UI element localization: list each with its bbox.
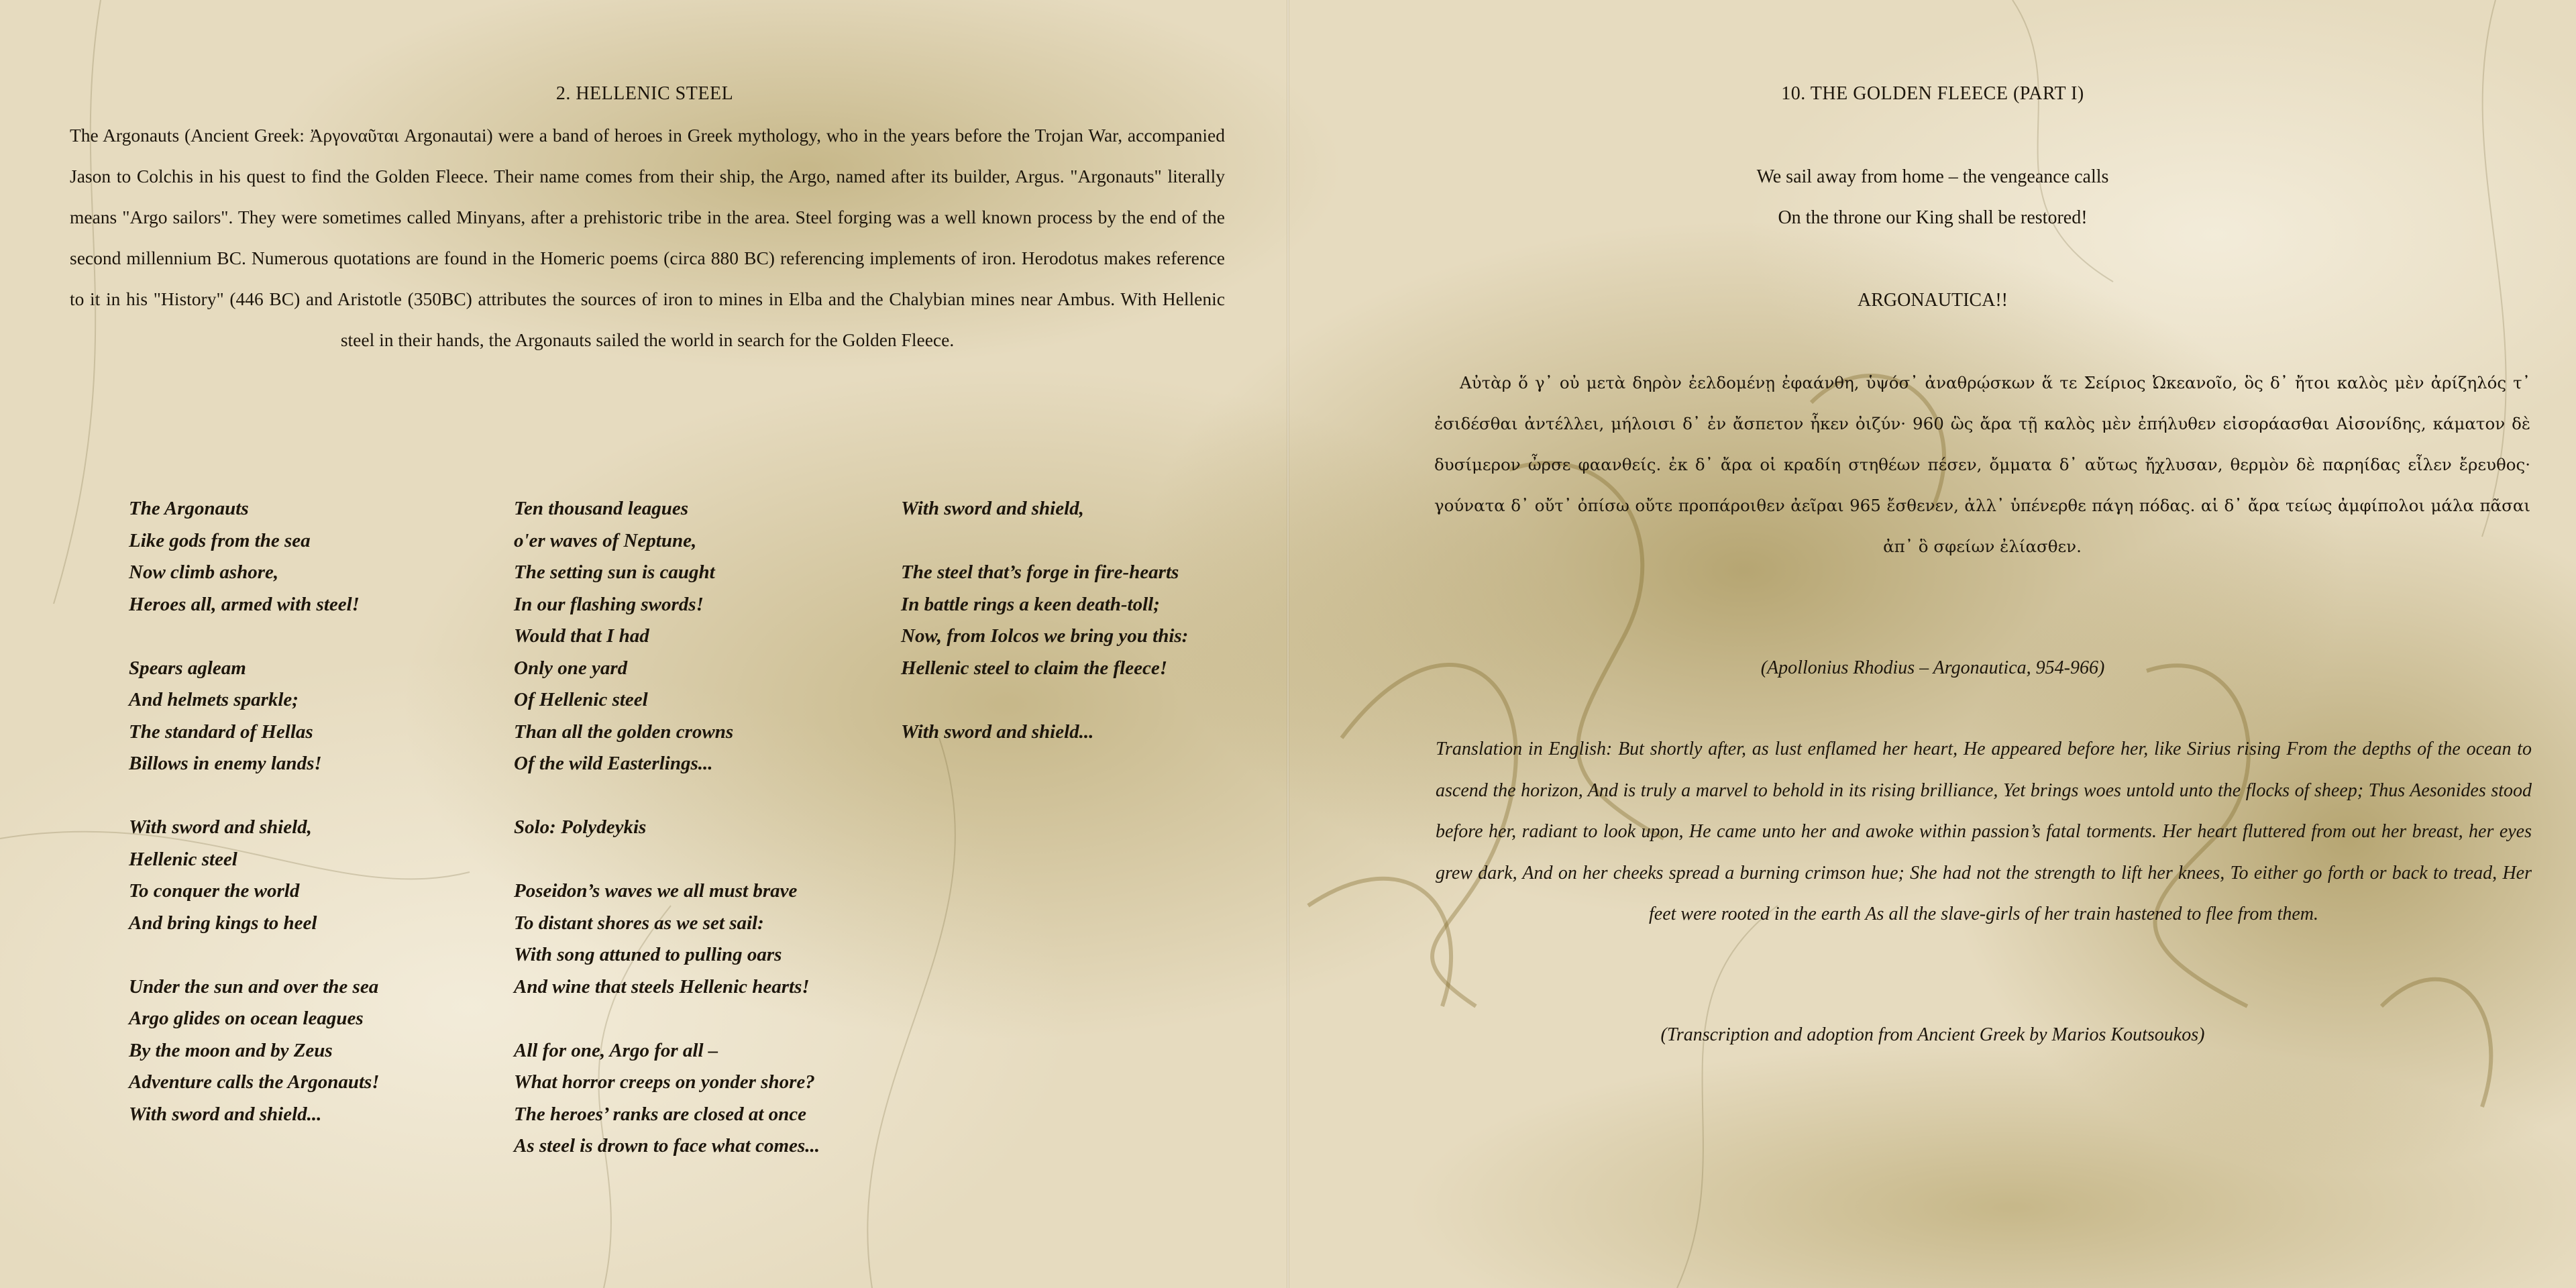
lyrics-column-1	[129, 493, 380, 1130]
lyric-line	[901, 684, 1188, 716]
lyric-line: And helmets sparkle;	[129, 689, 299, 710]
lyric-line: Hellenic steel	[129, 848, 237, 870]
lyric-line: Would that I had	[514, 625, 649, 647]
lyric-line: With sword and shield...	[901, 720, 1094, 743]
lyric-line: Solo: Polydeykis	[514, 816, 647, 838]
verse-line-2: On the throne our King shall be restored!	[1778, 207, 2088, 228]
lyric-line: Spears agleam	[129, 657, 246, 679]
left-page-title: 2. HELLENIC STEEL	[555, 83, 734, 104]
lyrics-column-2	[514, 493, 820, 1163]
lyric-line: Than all the golden crowns	[514, 720, 734, 743]
lyric-line: The standard of Hellas	[129, 720, 313, 743]
lyric-line: Under the sun and over the sea	[129, 975, 379, 998]
english-translation: Translation in English: But shortly after, as lust enflamed her heart, He appeared before her, like Sirius rising From the depths of the ocean to ascend the horizon, And is truly a marvel to behold in its rising brilliance, Yet brings woes untold unto the flocks of sheep; Thus Aesonides stood before her, radiant to look upon, He came unto her and awoke within passion’s fatal torments. Her heart fluttered from out her breast, her eyes grew dark, And on her cheeks spread a burning crimson hue; She had not the strength to lift her knees, To either go forth or back to tread, Her feet were rooted in the earth As all the slave-girls of her train hastened to flee from them.	[1436, 739, 2532, 924]
lyric-line: Ten thousand leagues	[514, 498, 688, 519]
lyric-line: Only one yard	[514, 657, 628, 679]
lyric-line: o'er waves of Neptune,	[514, 529, 697, 551]
lyric-line: In battle rings a keen death-toll;	[901, 593, 1160, 615]
lyric-line: All for one, Argo for all –	[514, 1039, 718, 1061]
right-page-title: 10. THE GOLDEN FLEECE (PART I)	[1781, 83, 2084, 104]
lyric-line	[514, 1003, 820, 1035]
citation: (Apollonius Rhodius – Argonautica, 954-966)	[1760, 657, 2105, 678]
lyric-line: The Argonauts	[129, 498, 249, 519]
lyric-line: And wine that steels Hellenic hearts!	[514, 975, 810, 998]
lyric-line: To conquer the world	[129, 880, 300, 902]
lyric-line: The steel that’s forge in fire-hearts	[901, 561, 1179, 583]
argonautica-shout: ARGONAUTICA!!	[1858, 290, 2008, 311]
lyric-line: Billows in enemy lands!	[129, 753, 322, 774]
lyric-line: As steel is drown to face what comes...	[514, 1135, 820, 1157]
lyric-line: Now, from Iolcos we bring you this:	[901, 625, 1189, 647]
lyric-line: With sword and shield,	[901, 498, 1084, 519]
lyric-line: Poseidon’s waves we all must brave	[514, 880, 798, 902]
lyric-line	[514, 844, 820, 876]
lyric-line	[129, 621, 380, 653]
lyric-line: With sword and shield...	[129, 1103, 322, 1125]
lyric-line: By the moon and by Zeus	[129, 1039, 333, 1061]
lyric-line: In our flashing swords!	[514, 593, 704, 615]
lyric-line: Adventure calls the Argonauts!	[129, 1071, 380, 1093]
lyric-line: The heroes’ ranks are closed at once	[514, 1103, 807, 1125]
lyric-line: Argo glides on ocean leagues	[129, 1008, 364, 1029]
lyric-line: With sword and shield,	[129, 816, 312, 838]
lyric-line: To distant shores as we set sail:	[514, 912, 764, 934]
lyric-line	[129, 780, 380, 812]
lyric-line	[514, 780, 820, 812]
lyrics-column-3	[901, 493, 1188, 748]
lyric-line	[129, 939, 380, 971]
lyric-line: Of the wild Easterlings...	[514, 753, 713, 774]
right-page	[1289, 0, 2576, 1288]
transcription-credit: (Transcription and adoption from Ancient Greek by Marios Koutsoukos)	[1660, 1024, 2205, 1045]
left-intro-paragraph: The Argonauts (Ancient Greek: Ἀργοναῦται Argonautai) were a band of heroes in Greek mythology, who in the years before the Trojan War, accompanied Jason to Colchis in his quest to find the Golden Fleece. Their name comes from their ship, the Argo, named after its builder, Argus. "Argonauts" literally means "Argo sailors". They were sometimes called Minyans, after a prehistoric tribe in the area. Steel forging was a well known process by the end of the second millennium BC. Numerous quotations are found in the Homeric poems (circa 880 BC) referencing implements of iron. Herodotus makes reference to it in his "History" (446 BC) and Aristotle (350BC) attributes the sources of iron to mines in Elba and the Chalybian mines near Ambus. With Hellenic steel in their hands, the Argonauts sailed the world in search for the Golden Fleece.	[70, 125, 1225, 350]
lyric-line: Like gods from the sea	[129, 529, 311, 551]
lyric-line: The setting sun is caught	[514, 561, 715, 583]
verse-line-1: We sail away from home – the vengeance calls	[1756, 166, 2109, 187]
lyric-line: What horror creeps on yonder shore?	[514, 1071, 815, 1093]
lyric-line: Heroes all, armed with steel!	[129, 593, 360, 615]
lyric-line: With song attuned to pulling oars	[514, 944, 782, 965]
lyric-line: Of Hellenic steel	[514, 689, 648, 710]
greek-passage: Αὐτὰρ ὅ γ᾽ οὐ μετὰ δηρὸν ἐελδομένῃ ἐφαάνθη, ὑψόσ᾽ ἀναθρῴσκων ἅ τε Σείριος Ὠκεανοῖο, ὃς δ᾽ ἤτοι καλὸς μὲν ἀρίζηλός τ᾽ ἐσιδέσθαι ἀντέλλει, μήλοισι δ᾽ ἐν ἄσπετον ἧκεν ὀιζύν· 960 ὣς ἄρα τῇ καλὸς μὲν ἐπήλυθεν εἰσοράασθαι Αἰσονίδης, κάματον δὲ δυσίμερον ὦρσε φαανθείς. ἐκ δ᾽ ἄρα οἱ κραδίη στηθέων πέσεν, ὄμματα δ᾽ αὔτως ἤχλυσαν, θερμὸν δὲ παρηίδας εἷλεν ἔρευθος· γούνατα δ᾽ οὔτ᾽ ὀπίσω οὔτε προπάροιθεν ἀεῖραι 965 ἔσθενεν, ἀλλ᾽ ὑπένερθε πάγη πόδας. αἱ δ᾽ ἄρα τείως ἀμφίπολοι μάλα πᾶσαι ἀπ᾽ ὃ σφείων ἐλίασθεν.	[1434, 373, 2530, 556]
lyric-line	[901, 525, 1188, 557]
lyric-line: Hellenic steel to claim the fleece!	[901, 657, 1168, 679]
lyric-line: And bring kings to heel	[129, 912, 317, 934]
lyric-line: Now climb ashore,	[129, 561, 279, 583]
left-page	[0, 0, 1287, 1288]
